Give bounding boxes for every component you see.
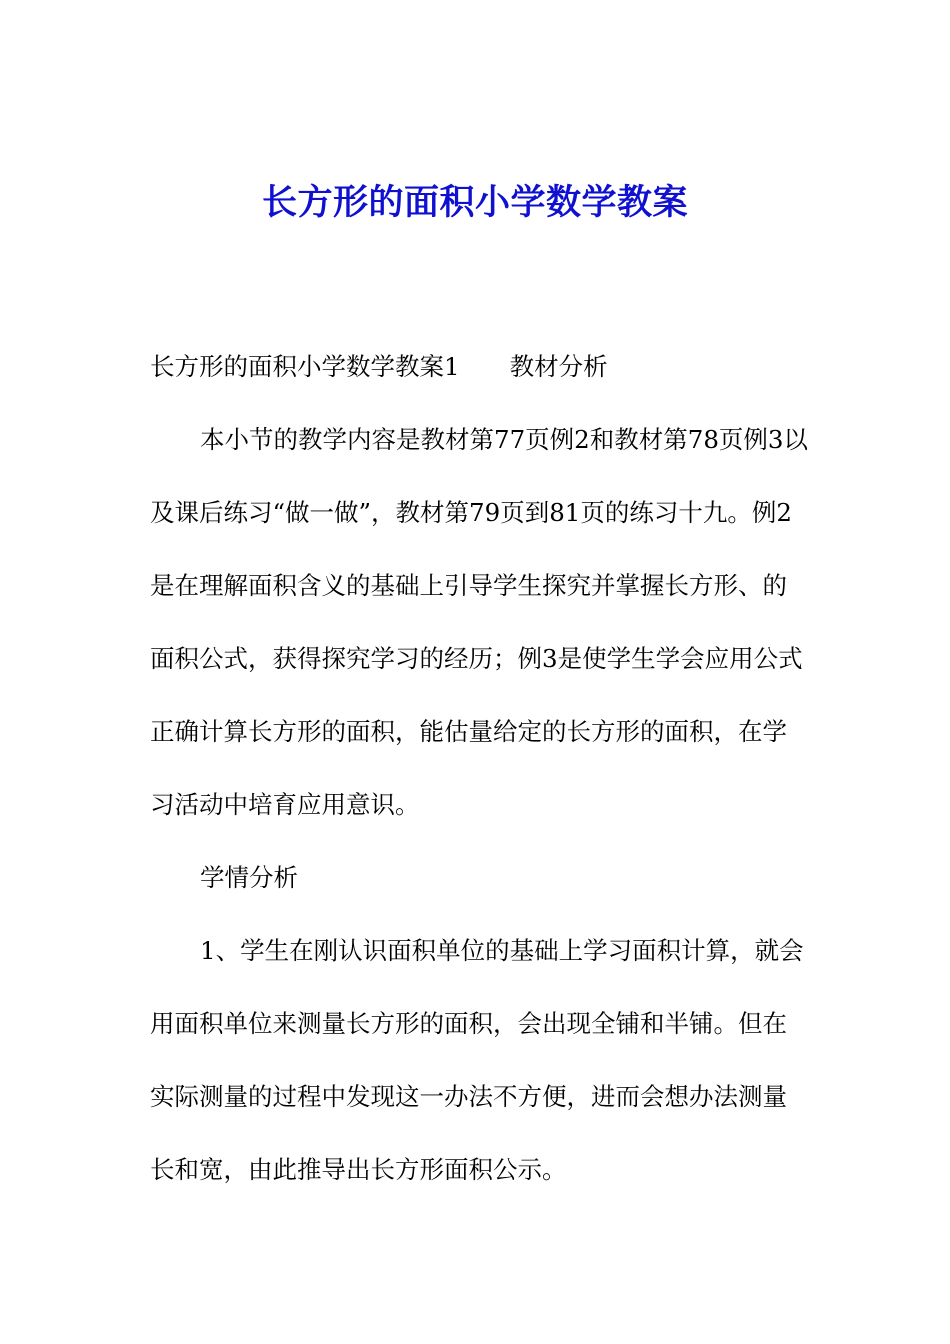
document-title: 长方形的面积小学数学教案 xyxy=(261,182,688,223)
section-heading: 长方形的面积小学数学教案1 xyxy=(150,352,460,381)
section-heading-line xyxy=(150,330,810,403)
document-body xyxy=(150,330,810,1206)
paragraph-textbook-analysis: 本小节的教学内容是教材第77页例2和教材第78页例3以及课后练习“做一做”，教材第79页到81页的练习十九。例2是在理解面积含义的基础上引导学生探究并掌握长方形、的面积公式，获得探究学习的经历；例3是使学生学会应用公式正确计算长方形的面积，能估量给定的长方形的面积，在学习活动中培育应用意识。 xyxy=(150,425,809,819)
subheading-textbook-analysis: 教材分析 xyxy=(509,352,608,381)
paragraph-learning-analysis: 1、学生在刚认识面积单位的基础上学习面积计算，就会用面积单位来测量长方形的面积，会出现全铺和半铺。但在实际测量的过程中发现这一办法不方便，进而会想办法测量长和宽，由此推导出长方形面积公示。 xyxy=(150,936,804,1184)
subheading-learning-analysis: 学情分析 xyxy=(200,863,298,892)
